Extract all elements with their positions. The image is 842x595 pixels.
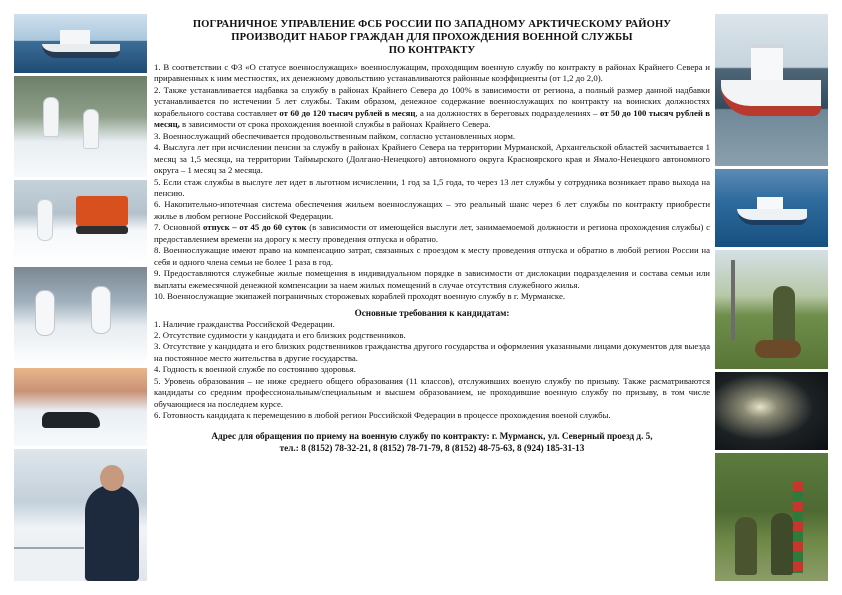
photo-border-checkpoint: [14, 449, 147, 581]
requirements-list: [154, 319, 710, 422]
benefit-item-3: 3. Военнослужащий обеспечивается продовольственным пайком, согласно установленных норм.: [154, 130, 516, 141]
title-line-2: ПРОИЗВОДИТ НАБОР ГРАЖДАН ДЛЯ ПРОХОЖДЕНИЯ ВОЕННОЙ СЛУЖБЫ: [231, 32, 633, 43]
watchtower-shape: [731, 260, 735, 340]
requirement-item-3: 3. Отсутствие у кандидата и его близких родственников гражданства другого государства и оформления указанными лицами документов для выезда на постоянное место жительства в другие государства.: [154, 341, 710, 363]
soldier-figure: [36, 291, 54, 335]
requirement-item-2: 2. Отсутствие судимости у кандидата и его близких родственников.: [154, 329, 406, 340]
recruitment-notice: [154, 18, 710, 584]
photo-soldier-with-dog: [715, 250, 828, 369]
photo-snowmobile: [14, 368, 147, 446]
left-photo-column: [14, 14, 147, 581]
border-post-shape: [793, 481, 803, 573]
requirement-item-4: 4. Годность к военной службе по состоянию здоровья.: [154, 364, 356, 375]
soldier-figure: [84, 110, 98, 148]
soldier-figure: [771, 513, 793, 575]
photo-border-post-soldiers: [715, 453, 828, 581]
salary-shore-highlight: от 50 до 100 тысяч рублей в месяц,: [154, 107, 710, 130]
salary-ship-highlight: от 60 до 120 тысяч рублей в месяц: [279, 107, 416, 118]
benefit-item-4: 4. Выслуга лет при исчислении пенсии за службу в районах Крайнего Севера на территории Мурманской, Архангельской областей засчитывается 1 месяц за 1,5 месяца, на территории Таймырского (Долгано-Ненецкого) автономного округа Красноярского края и Ямало-Ненецкого автономного округа – 1 месяц за 2 месяца.: [154, 142, 710, 176]
benefit-item-10: 10. Военнослужащие экипажей пограничных сторожевых кораблей проходят военную службу в г. Мурманске.: [154, 291, 566, 302]
benefit-item-7: 7. Основной отпуск – от 45 до 60 суток (в зависимости от имеющейся выслуги лет, занимаемоемой должности и региона прохождения службы) с предоставлением времени на дорогу к месту проведения отпуска и обратно.: [154, 222, 710, 244]
photo-night-patrol: [715, 372, 828, 450]
photo-patrol-ship: [715, 14, 828, 166]
photo-boat-at-sea: [715, 169, 828, 247]
benefit-item-2: 2. Также устанавливается надбавка за службу в районах Крайнего Севера до 100% в зависимости от региона, а полный размер данной надбавки устанавливается по истечении 5 лет службы. Таким образом, денежное содержание военнослужащих по контракту на воинских должностях корабельного состава составляет от 60 до 120 тысяч рублей в месяц, а на должностях в береговых подразделениях – от 50 до 100 тысяч рублей в месяц, в зависимости от срока прохождения военной службы в районах Крайнего Севера.: [154, 84, 710, 130]
requirement-item-1: 1. Наличие гражданства Российской Федерации.: [154, 318, 335, 329]
ship-hull-shape: [721, 80, 821, 116]
ship-tower-shape: [751, 44, 783, 82]
photo-soldiers-snow-dog: [14, 267, 147, 364]
benefit-item-9: 9. Предоставляются служебные жилые помещения в индивидуальном порядке в зависимости от дислокации подразделения и состава семьи или выплаты ежемесячной денежной компенсации за наем жилых помещений в случае отсутствия служебного жилья.: [154, 268, 710, 290]
dog-shape: [755, 340, 801, 358]
address-line: Адрес для обращения по приему на военную службу по контракту: г. Мурманск, ул. Северный проезд д. 5,: [211, 430, 653, 441]
benefits-list: [154, 62, 710, 303]
soldier-figure: [38, 200, 52, 240]
boat-shape: [737, 209, 807, 225]
phone-line: тел.: 8 (8152) 78-32-21, 8 (8152) 78-71-79, 8 (8152) 48-75-63, 8 (924) 185-31-13: [279, 442, 585, 453]
right-photo-column: [715, 14, 828, 581]
soldier-figure: [773, 286, 795, 344]
photo-soldiers-winter-forest: [14, 76, 147, 177]
soldier-figure: [735, 517, 757, 575]
page-title: [154, 18, 710, 57]
officer-figure: [85, 485, 139, 581]
desk-shape: [14, 547, 84, 581]
contact-address: [154, 430, 710, 454]
truck-shape: [76, 196, 128, 226]
soldier-figure: [44, 98, 58, 136]
requirement-item-6: 6. Готовность кандидата к перемещению в любой регион Российской Федерации в процессе прохождения военой службы.: [154, 410, 611, 421]
snowmobile-shape: [42, 412, 100, 428]
photo-snow-truck-patrol: [14, 180, 147, 264]
vacation-highlight: отпуск – от 45 до 60 суток: [203, 222, 307, 233]
benefit-item-6: 6. Накопительно-ипотечная система обеспечения жильем военнослужащих – это реальный шанс через 6 лет службы по контракту приобрести жилье в любом регионе Российской Федерации.: [154, 199, 710, 221]
soldier-figure: [92, 287, 110, 333]
boat-shape: [42, 44, 120, 58]
requirement-item-5: 5. Уровень образования – не ниже среднего общего образования (11 классов), отслуживших военую службу по призыву. Также расматриваются кандидаты со средним профессиональным/специальным и высшем образованием, не проходившие военную службу по призыву, в том числе обучающиеся на последнем курсе.: [154, 375, 710, 409]
requirements-title: Основные требования к кандидатам:: [354, 307, 510, 318]
benefit-item-1: 1. В соответствии с ФЗ «О статусе военнослужащих» военнослужащим, проходящим военную службу по контракту в районах Крайнего Севера и приравненных к ним местностях, их денежному довольствию устанавливаются районные коэффициенты (от 1,2 до 2,0).: [154, 62, 710, 84]
title-line-3: ПО КОНТРАКТУ: [388, 45, 476, 56]
title-line-1: ПОГРАНИЧНОЕ УПРАВЛЕНИЕ ФСБ РОССИИ ПО ЗАПАДНОМУ АРКТИЧЕСКОМУ РАЙОНУ: [192, 19, 672, 30]
benefit-item-5: 5. Если стаж службы в выслуге лет идет в льготном исчислении, 1 год за 1,5 года, то через 13 лет службы у сотрудника возникает право выхода на пенсию.: [154, 176, 710, 198]
benefit-item-8: 8. Военнослужащие имеют право на компенсацию затрат, связанных с проездом к месту проведения отпуска и обратно в любой регион России на себя и одного члена семьи не более 1 раза в год.: [154, 245, 710, 267]
photo-patrol-boat: [14, 14, 147, 73]
